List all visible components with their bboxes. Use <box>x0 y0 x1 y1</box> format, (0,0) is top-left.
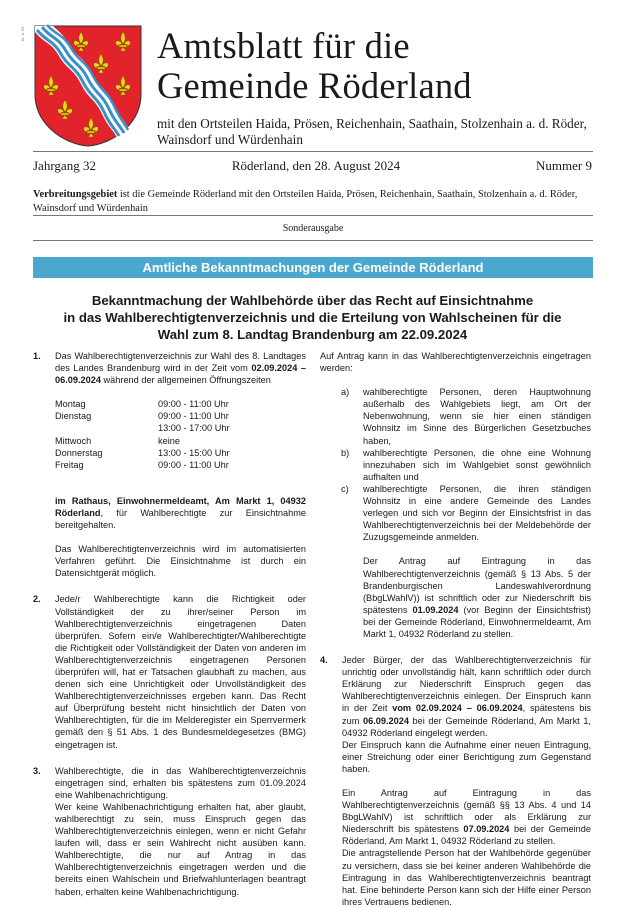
hours-time: keine <box>158 435 180 446</box>
application-deadline: Der Antrag auf Eintragung in das Wahlberechtigtenverzeichnis (gemäß § 13 Abs. 5 der Brandenburgischen Landeswahlverordnung (BbgLWahlV)) ist schriftlich oder zur Niederschrift bis spätestens 01.09.2024 (vor Beginn der Einsichtsfrist) bei der Gemeinde Röderland, Einwohnermeldeamt, Am Markt 1, 04932 Röderland zu stellen. <box>363 556 591 639</box>
title-line-1: Amtsblatt für die <box>157 25 410 66</box>
section-1-para-2: Das Wahlberechtigtenverzeichnis wird im automatisierten Verfahren geführt. Die Einsichtnahme ist durch ein Datensichtgerät möglich. <box>55 544 306 579</box>
list-item-text: wahlberechtigte Personen, deren Hauptwohnung außerhalb des Wahlgebiets liegt, am Ort der Nebenwohnung, wenn sie hier einen ständigen Wohnsitz im Sinne des Bürgerlichen Gesetzbuches haben, <box>363 387 591 446</box>
section-4-para-4: Die antragstellende Person hat der Wahlbehörde gegenüber zu versichern, dass sie bei keiner anderen Wahlbehörde die Eintragung in das Wahlberechtigtenverzeichnis beantragt hat. Eine behinderte Person kann sich der Hilfe einer Person ihres Vertrauens bedienen. <box>342 848 591 907</box>
section-4-para-3: Ein Antrag auf Eintragung in das Wahlberechtigtenverzeichnis (gemäß §§ 13 Abs. 4 und 14 BbgLWahlV) ist schriftlich oder als Erklärung zur Niederschrift bis spätestens 07.09.2024 bei der Gemeinde Röderland, Am Markt 1, 04932 Röderland zu stellen. <box>342 788 592 847</box>
section-4-para-2: Der Einspruch kann die Aufnahme einer neuen Eintragung, einer Streichung oder einer Berichtigung zum Gegenstand haben. <box>342 739 591 774</box>
distribution-label: Verbreitungsgebiet <box>33 189 118 200</box>
section-4-para-1: Jeder Bürger, der das Wahlberechtigtenverzeichnis für unrichtig oder unvollständig hält, kann schriftlich oder durch Erklärung zur Niederschrift Einspruch gegen das Wahlberechtigtenverzeichnis einlegen. Der Einspruch kann in der Zeit vom 02.09.2024 – 06.09.2024, spätestens bis zum 06.09.2024 bei der Gemeinde Röderland, Am Markt 1, 04932 Röderland eingelegt werden. <box>342 655 591 738</box>
headline-line-1: Bekanntmachung der Wahlbehörde über das Recht auf Einsichtnahme <box>91 293 534 308</box>
section-2-text: Jede/r Wahlberechtigte kann die Richtigkeit oder Vollständigkeit der zu ihrer/seiner Person im Wahlberechtigtenverzeichnis eingetragenen Daten überprüfen. Sofern ein/e Wahlberechtigter/Wahlberechtigte die Richtigkeit oder Vollständigkeit der Daten von anderen im Wahlberechtigtenverzeichnis eingetragenen Personen überprüfen will, hat er Tatsachen glaubhaft zu machen, aus denen sich eine Unrichtigkeit oder Unvollständigkeit des Wahlberechtigtenverzeichnisses ergeben kann. Das Recht auf Überprüfung besteht nicht hinsichtlich der Daten von Wahlberechtigten, für die im Melderegister ein Sperrvermerk gemäß den § 51 Abs. 1 des Bundesmeldegesetzes (BMG) eingetragen ist. <box>55 594 306 750</box>
headline-line-3: Wahl zum 8. Landtag Brandenburg am 22.09.2024 <box>157 327 468 342</box>
divider <box>33 151 593 152</box>
place-date: Röderland, den 28. August 2024 <box>231 158 401 173</box>
hours-time: 09:00 - 11:00 Uhr <box>158 411 229 422</box>
list-item-label: b) <box>341 447 350 458</box>
municipal-crest-icon <box>33 24 143 148</box>
right-column <box>320 350 591 908</box>
divider <box>33 240 593 241</box>
list-item <box>341 386 591 446</box>
section-number: 1. <box>33 351 41 361</box>
hours-day: Mittwoch <box>55 435 92 446</box>
hours-time: 09:00 - 11:00 Uhr <box>158 399 229 410</box>
section-2 <box>33 593 306 750</box>
section-1 <box>33 350 306 579</box>
divider <box>33 215 593 216</box>
section-1-intro: Das Wahlberechtigtenverzeichnis zur Wahl des 8. Landtages des Landes Brandenburg wird in der Zeit vom 02.09.2024 – 06.09.2024 während der allgemeinen Öffnungszeiten <box>55 351 306 386</box>
list-item-label: c) <box>341 483 349 494</box>
hours-time: 09:00 - 11:00 Uhr <box>158 459 229 470</box>
headline-line-2: in das Wahlberechtigtenverzeichnis und die Erteilung von Wahlscheinen für die <box>63 310 562 325</box>
list-item-text: wahlberechtigte Personen, die ohne eine Wohnung innezuhaben sich im Wahlgebiet sonst gewöhnlich aufhalten und <box>363 447 591 482</box>
hours-day <box>55 422 158 434</box>
section-4 <box>320 654 591 908</box>
list-item <box>341 483 591 543</box>
section-number: 4. <box>320 655 328 666</box>
issue-meta <box>33 158 592 174</box>
volume-label: Jahrgang 32 <box>33 158 96 173</box>
section-banner: Amtliche Bekanntmachungen der Gemeinde Röderland <box>33 257 593 278</box>
section-number: 3. <box>33 765 41 776</box>
hours-day: Dienstag <box>55 411 92 422</box>
announcement-headline <box>40 292 585 343</box>
side-note: Hl. d. Rl. <box>20 26 25 42</box>
list-item <box>341 447 591 483</box>
title-line-2: Gemeinde Röderland <box>157 65 472 106</box>
hours-day: Freitag <box>55 459 84 470</box>
section-3-para-2: Wer keine Wahlbenachrichtigung erhalten hat, aber glaubt, wahlberechtigt zu sein, muss Einspruch gegen das Wahlberechtigtenverzeichnis einlegen, wenn er nicht Gefahr laufen will, dass er sein Wahlrecht nicht ausüben kann. Wahlberechtigte, die nur auf Antrag in das Wahlberechtigtenverzeichnis eingetragen werden und die bereits einen Wahlschein und Briefwahlunterlagen beantragt haben, erhalten keine Wahlbenachrichtigung. <box>55 801 306 897</box>
list-item-label: a) <box>341 387 350 398</box>
opening-hours-table <box>55 398 306 471</box>
issue-number: Nummer 9 <box>536 158 592 173</box>
hours-day: Donnerstag <box>55 447 103 458</box>
hours-day: Montag <box>55 399 86 410</box>
section-3 <box>33 765 306 898</box>
hours-time: 13:00 - 15:00 Uhr <box>158 447 230 458</box>
hours-time: 13:00 - 17:00 Uhr <box>158 423 230 434</box>
distribution-area <box>33 188 593 215</box>
publication-subtitle: mit den Ortsteilen Haida, Prösen, Reichenhain, Saathain, Stolzenhain a. d. Röder, Wainsdorf und Würdenhain <box>157 116 587 147</box>
application-intro: Auf Antrag kann in das Wahlberechtigtenverzeichnis eingetragen werden: <box>320 351 591 374</box>
distribution-text: ist die Gemeinde Röderland mit den Ortsteilen Haida, Prösen, Reichenhain, Saathain, Stolzenhain a. d. Röder, Wainsdorf und Würdenhain <box>33 189 578 214</box>
publication-title <box>157 26 472 106</box>
section-1-location: im Rathaus, Einwohnermeldeamt, Am Markt 1, 04932 Röderland, für Wahlberechtigte zur Einsichtnahme bereitgehalten. <box>55 495 306 531</box>
list-item-text: wahlberechtigte Personen, die ihren ständigen Wohnsitz in eine andere Gemeinde des Landes verlegen und sich vor Beginn der Einsichtsfrist in das Wahlberechtigtenverzeichnis bei der Meldebehörde der Zuzugsgemeinde anmelden. <box>363 483 591 543</box>
left-column <box>33 350 306 898</box>
section-3-para-1: Wahlberechtigte, die in das Wahlberechtigtenverzeichnis eingetragen sind, erhalten bis spätestens zum 01.09.2024 eine Wahlbenachrichtigung. <box>55 765 306 800</box>
edition-label: Sonderausgabe <box>282 223 344 234</box>
section-number: 2. <box>33 594 41 605</box>
